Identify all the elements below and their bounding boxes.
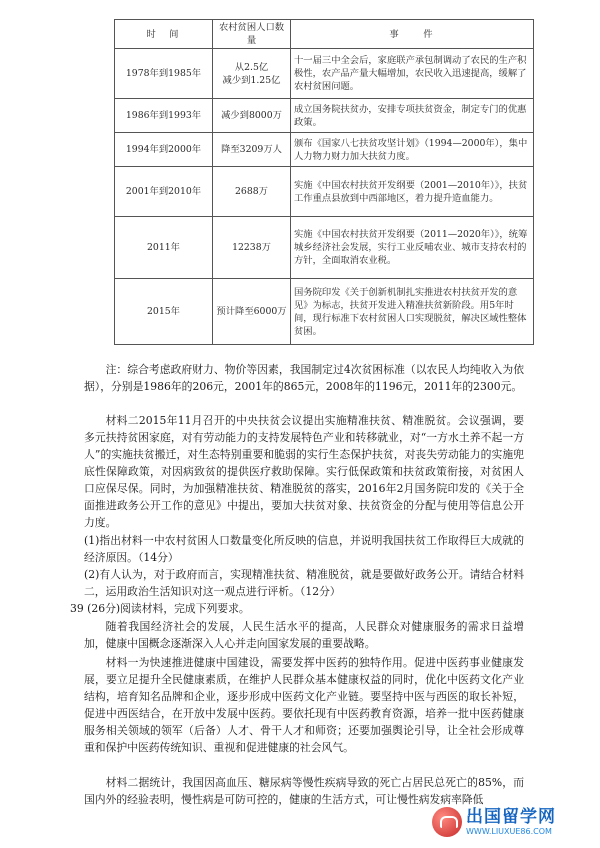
row-population: 12238万 — [213, 217, 291, 279]
row-time: 1986年到1993年 — [115, 99, 213, 133]
table-header-row — [115, 20, 534, 49]
row-time: 1994年到2000年 — [115, 133, 213, 167]
row-event: 实施《中国农村扶贫开发纲要（2011—2020年）》，统筹城乡经济社会发展，实行工业反哺农业、城市支持农村的方针，全面取消农业税。 — [291, 217, 534, 279]
row-population: 预计降至6000万 — [213, 279, 291, 345]
globe-cap-icon — [432, 807, 462, 837]
table-row — [115, 133, 534, 167]
poverty-table — [114, 19, 534, 345]
table-note: 注：综合考虑政府财力、物价等因素，我国制定过4次贫困标准（以农民人均纯收入为依据），分别是1986年的206元，2001年的865元，2008年的1196元，2011年的2300元。 — [84, 363, 524, 393]
row-population: 减少到8000万 — [213, 99, 291, 133]
table-row — [115, 279, 534, 345]
row-time: 2015年 — [115, 279, 213, 345]
row-event: 成立国务院扶贫办，安排专项扶贫资金，制定专门的优惠政策。 — [291, 99, 534, 133]
question-two: (2)有人认为，对于政府而言，实现精准扶贫、精准脱贫，就是要做好政务公开。请结合材料二，运用政治生活知识对这一观点进行评析。（12分） — [84, 568, 524, 598]
logo-name: 出国留学网 — [466, 806, 556, 827]
header-population: 农村贫困人口数量 — [213, 20, 291, 49]
row-population: 2688万 — [213, 167, 291, 217]
table-row — [115, 99, 534, 133]
material-two: 材料二2015年11月召开的中央扶贫会议提出实施精准扶贫、精准脱贫。会议强调，要多元扶持贫困家庭，对有劳动能力的支持发展特色产业和转移就业，对“一方水土养不起一方人”的实施扶贫搬迁，对生态特别重要和脆弱的实行生态保护扶贫，对丧失劳动能力的实施兜底性保障政策，对因病致贫的提供医疗救助保障。实行低保政策和扶贫政策衔接，对贫困人口应保尽保。同时，为加强精准扶贫、精准脱贫的落实，2016年2月国务院印发的《关于全面推进政务公开工作的意见》中提出，要加大扶贫对象、扶贫资金的分配与使用等信息公开力度。 — [84, 414, 524, 529]
question-one: (1)指出材料一中农村贫困人口数量变化所反映的信息，并说明我国扶贫工作取得巨大成就的经济原因。（14分） — [84, 534, 524, 564]
row-event: 颁布《国家八七扶贫攻坚计划》（1994—2000年），集中人力物力财力加大扶贫力度。 — [291, 133, 534, 167]
row-event: 实施《中国农村扶贫开发纲要（2001—2010年）》，扶贫工作重点县放到中西部地区，着力提升造血能力。 — [291, 167, 534, 217]
material-two-health: 材料二据统计，我国因高血压、糖尿病等慢性疾病导致的死亡占居民总死亡的85%，而国内外的经验表明，慢性病是可防可控的，健康的生活方式，可让慢性病发病率降低 — [84, 776, 524, 806]
row-population: 从2.5亿 减少到1.25亿 — [213, 49, 291, 99]
site-logo — [432, 802, 594, 842]
row-time: 2011年 — [115, 217, 213, 279]
table-row — [115, 217, 534, 279]
row-time: 2001年到2010年 — [115, 167, 213, 217]
header-time: 时 间 — [115, 20, 213, 49]
row-time: 1978年到1985年 — [115, 49, 213, 99]
logo-url: WWW.LIUXUE86.COM — [466, 826, 552, 836]
row-population: 降至3209万人 — [213, 133, 291, 167]
intro-paragraph: 随着我国经济社会的发展，人民生活水平的提高，人民群众对健康服务的需求日益增加，健康中国概念逐渐深入人心并走向国家发展的重要战略。 — [84, 620, 524, 650]
table-row — [115, 49, 534, 99]
header-event: 事 件 — [291, 20, 534, 49]
row-event: 国务院印发《关于创新机制扎实推进农村扶贫开发的意见》为标志，扶贫开发进入精准扶贫新阶段。用5年时间，现行标准下农村贫困人口实现脱贫，解决区域性整体贫困。 — [291, 279, 534, 345]
question-39-heading: 39 (26分)阅读材料，完成下列要求。 — [70, 602, 250, 615]
table-row — [115, 167, 534, 217]
material-one-health: 材料一为快速推进健康中国建设，需要发挥中医药的独特作用。促进中医药事业健康发展，要立足提升全民健康素质，在维护人民群众基本健康权益的同时，优化中医药文化产业结构，培育知名品牌和企业，逐步形成中医药文化产业链。要坚持中医与西医的取长补短，促进中西医结合，在开放中发展中医药。要依托现有中医药教育资源，培养一批中医药健康服务相关领域的领军（后备）人才、骨干人才和师资；还要加强舆论引导，让全社会形成尊重和保护中医药传统知识、重视和促进健康的社会风气。 — [84, 656, 524, 754]
row-event: 十一届三中全会后，家庭联产承包制调动了农民的生产积极性，农产品产量大幅增加，农民收入迅速提高，缓解了农村贫困问题。 — [291, 49, 534, 99]
